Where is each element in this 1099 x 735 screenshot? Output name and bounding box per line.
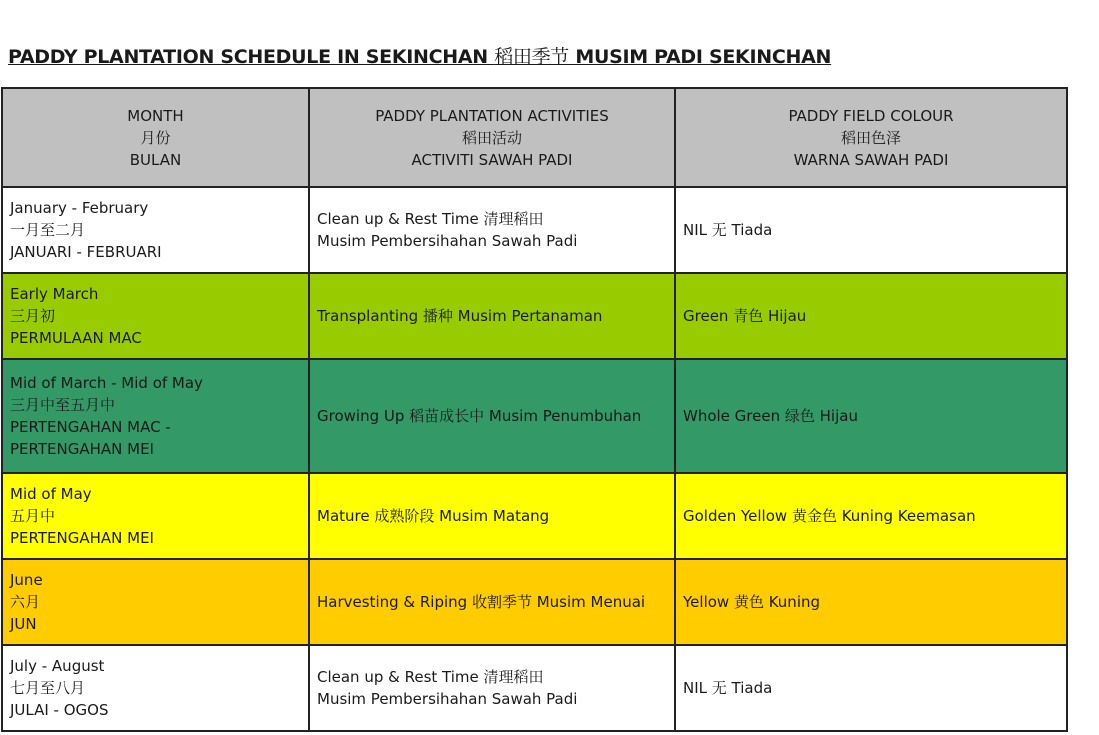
title-chinese: 稻田季节	[494, 46, 570, 68]
month-cell: January - February 一月至二月 JANUARI - FEBRUARI	[2, 187, 309, 273]
activity-cell: Harvesting & Riping 收割季节 Musim Menuai	[309, 559, 675, 645]
page-title	[8, 42, 831, 69]
month-cell: Mid of May 五月中 PERTENGAHAN MEI	[2, 473, 309, 559]
colour-cell: NIL 无 Tiada	[675, 187, 1067, 273]
activity-cell: Transplanting 播种 Musim Pertanaman	[309, 273, 675, 359]
title-malay: MUSIM PADI SEKINCHAN	[569, 46, 832, 68]
table-row	[2, 187, 1067, 273]
table-header-row	[2, 88, 1067, 187]
title-english: PADDY PLANTATION SCHEDULE IN SEKINCHAN	[8, 46, 495, 68]
colour-cell: Golden Yellow 黄金色 Kuning Keemasan	[675, 473, 1067, 559]
month-cell: Early March 三月初 PERMULAAN MAC	[2, 273, 309, 359]
colour-cell: Green 青色 Hijau	[675, 273, 1067, 359]
month-cell: Mid of March - Mid of May 三月中至五月中 PERTENGAHAN MAC - PERTENGAHAN MEI	[2, 359, 309, 473]
month-cell: June 六月 JUN	[2, 559, 309, 645]
header-activities: PADDY PLANTATION ACTIVITIES 稻田活动 ACTIVITI SAWAH PADI	[309, 88, 675, 187]
table-row	[2, 645, 1067, 731]
month-cell: July - August 七月至八月 JULAI - OGOS	[2, 645, 309, 731]
activity-cell: Growing Up 稻苗成长中 Musim Penumbuhan	[309, 359, 675, 473]
header-month: MONTH 月份 BULAN	[2, 88, 309, 187]
activity-cell: Clean up & Rest Time 清理稻田 Musim Pembersihahan Sawah Padi	[309, 187, 675, 273]
table-row	[2, 559, 1067, 645]
table-row	[2, 359, 1067, 473]
header-field-colour: PADDY FIELD COLOUR 稻田色泽 WARNA SAWAH PADI	[675, 88, 1067, 187]
colour-cell: NIL 无 Tiada	[675, 645, 1067, 731]
table-row	[2, 273, 1067, 359]
schedule-table	[1, 87, 1068, 732]
activity-cell: Clean up & Rest Time 清理稻田 Musim Pembersihahan Sawah Padi	[309, 645, 675, 731]
colour-cell: Whole Green 绿色 Hijau	[675, 359, 1067, 473]
table-row	[2, 473, 1067, 559]
activity-cell: Mature 成熟阶段 Musim Matang	[309, 473, 675, 559]
colour-cell: Yellow 黄色 Kuning	[675, 559, 1067, 645]
